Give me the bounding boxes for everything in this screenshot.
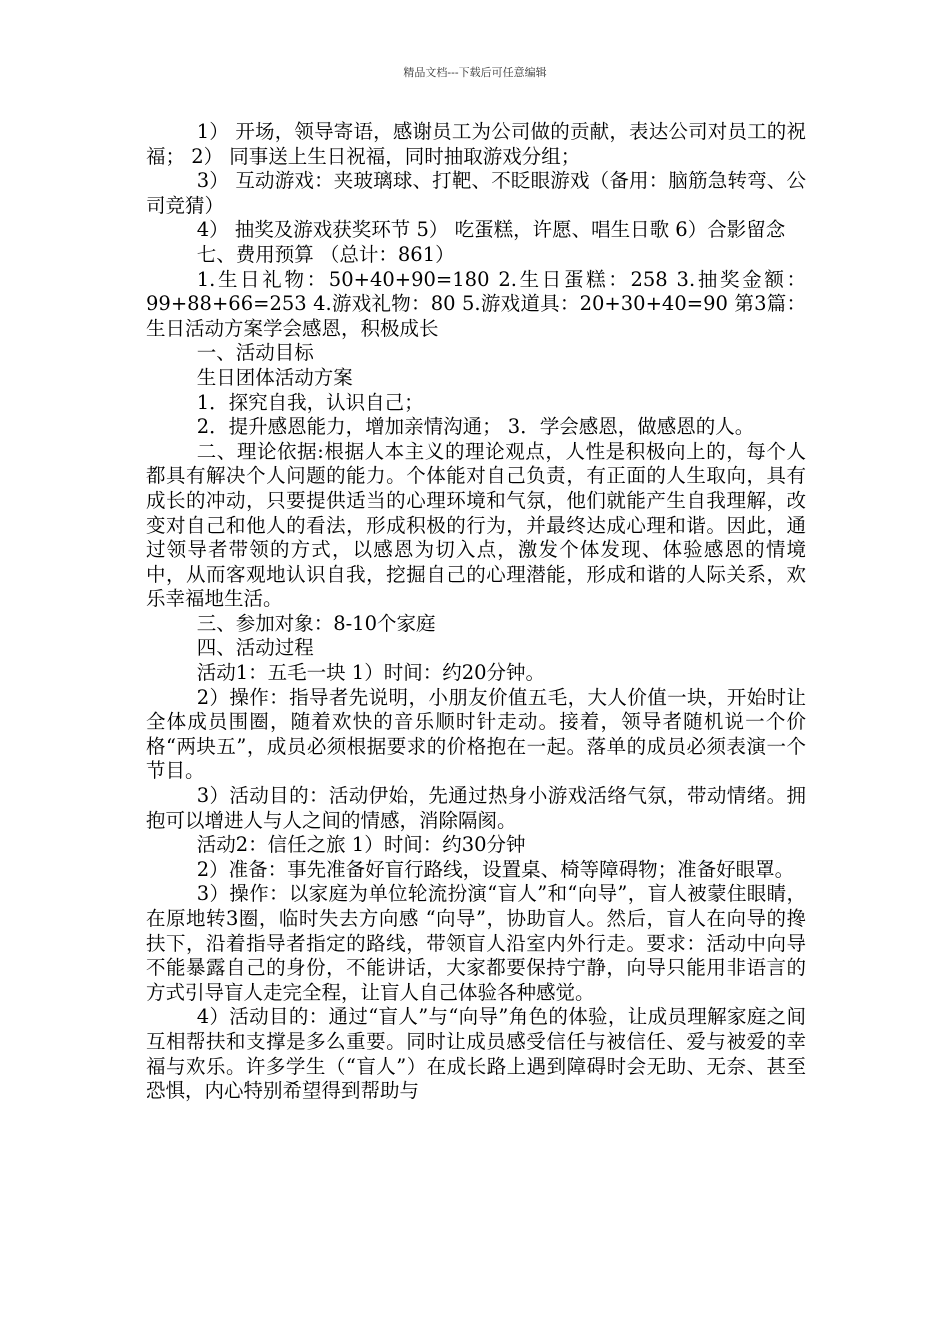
paragraph: 2）操作：指导者先说明，小朋友价值五毛，大人价值一块，开始时让全体成员围圈，随着欢快的音乐顺时针走动。接着，领导者随机说一个价格“两块五”，成员必须根据要求的价格抱在一起。落单的成员必须表演一个节目。 — [146, 685, 806, 783]
paragraph: 3）操作：以家庭为单位轮流扮演“盲人”和“向导”，盲人被蒙住眼睛，在原地转3圈，临时失去方向感 “向导”，协助盲人。然后，盲人在向导的搀扶下，沿着指导者指定的路线，带领盲人沿室内外行走。要求：活动中向导不能暴露自己的身份，不能讲话，大家都要保持宁静，向导只能用非语言的方式引导盲人走完全程，让盲人自己体验各种感觉。 — [146, 882, 806, 1004]
section-heading: 七、费用预算 （总计：861） — [196, 242, 455, 266]
paragraph: 1.生日礼物：50+40+90=180 2.生日蛋糕：258 3.抽奖金额：99+88+66=253 4.游戏礼物：80 5.游戏道具：20+30+40=90 第3篇：生日活动方案学会感恩，积极成长 — [146, 267, 806, 340]
paragraph: 4） 抽奖及游戏获奖环节 5） 吃蛋糕，许愿、唱生日歌 6）合影留念 — [196, 218, 786, 242]
paragraph: 4）活动目的：通过“盲人”与“向导”角色的体验，让成员理解家庭之间互相帮扶和支撑是多么重要。同时让成员感受信任与被信任、爱与被爱的幸福与欢乐。许多学生（“盲人”）在成长路上遇到障碍时会无助、无奈、甚至恐惧，内心特别希望得到帮助与 — [146, 1005, 806, 1103]
section-heading: 三、参加对象：8-10个家庭 — [196, 611, 436, 635]
section-heading: 一、活动目标 — [196, 341, 314, 365]
paragraph: 3） 互动游戏：夹玻璃球、打靶、不眨眼游戏（备用：脑筋急转弯、公司竞猜） — [146, 169, 806, 217]
paragraph: 2）准备：事先准备好盲行路线，设置桌、椅等障碍物；准备好眼罩。 — [196, 857, 795, 881]
paragraph: 2．提升感恩能力，增加亲情沟通； 3．学会感恩，做感恩的人。 — [196, 415, 755, 439]
section-heading: 四、活动过程 — [196, 636, 314, 660]
paragraph: 活动2：信任之旅 1）时间：约30分钟 — [196, 833, 526, 857]
page-header: 精品文档---下载后可任意编辑 — [403, 66, 547, 79]
paragraph: 1） 开场，领导寄语，感谢员工为公司做的贡献，表达公司对员工的祝福； 2） 同事送上生日祝福，同时抽取游戏分组； — [146, 120, 806, 168]
paragraph: 活动1：五毛一块 1）时间：约20分钟。 — [196, 661, 546, 685]
paragraph: 3）活动目的：活动伊始，先通过热身小游戏活络气氛，带动情绪。拥抱可以增进人与人之间的情感，消除隔阂。 — [146, 784, 806, 832]
document-body — [146, 120, 806, 1104]
paragraph: 生日团体活动方案 — [196, 365, 353, 389]
paragraph: 二、理论依据:根据人本主义的理论观点，人性是积极向上的，每个人都具有解决个人问题的能力。个体能对自己负责，有正面的人生取向，具有成长的冲动，只要提供适当的心理环境和气氛，他们就能产生自我理解，改变对自己和他人的看法，形成积极的行为，并最终达成心理和谐。因此，通过领导者带领的方式，以感恩为切入点，激发个体发现、体验感恩的情境中，从而客观地认识自我，挖掘自己的心理潜能，形成和谐的人际关系，欢乐幸福地生活。 — [146, 439, 806, 611]
paragraph: 1．探究自我，认识自己； — [196, 390, 424, 414]
